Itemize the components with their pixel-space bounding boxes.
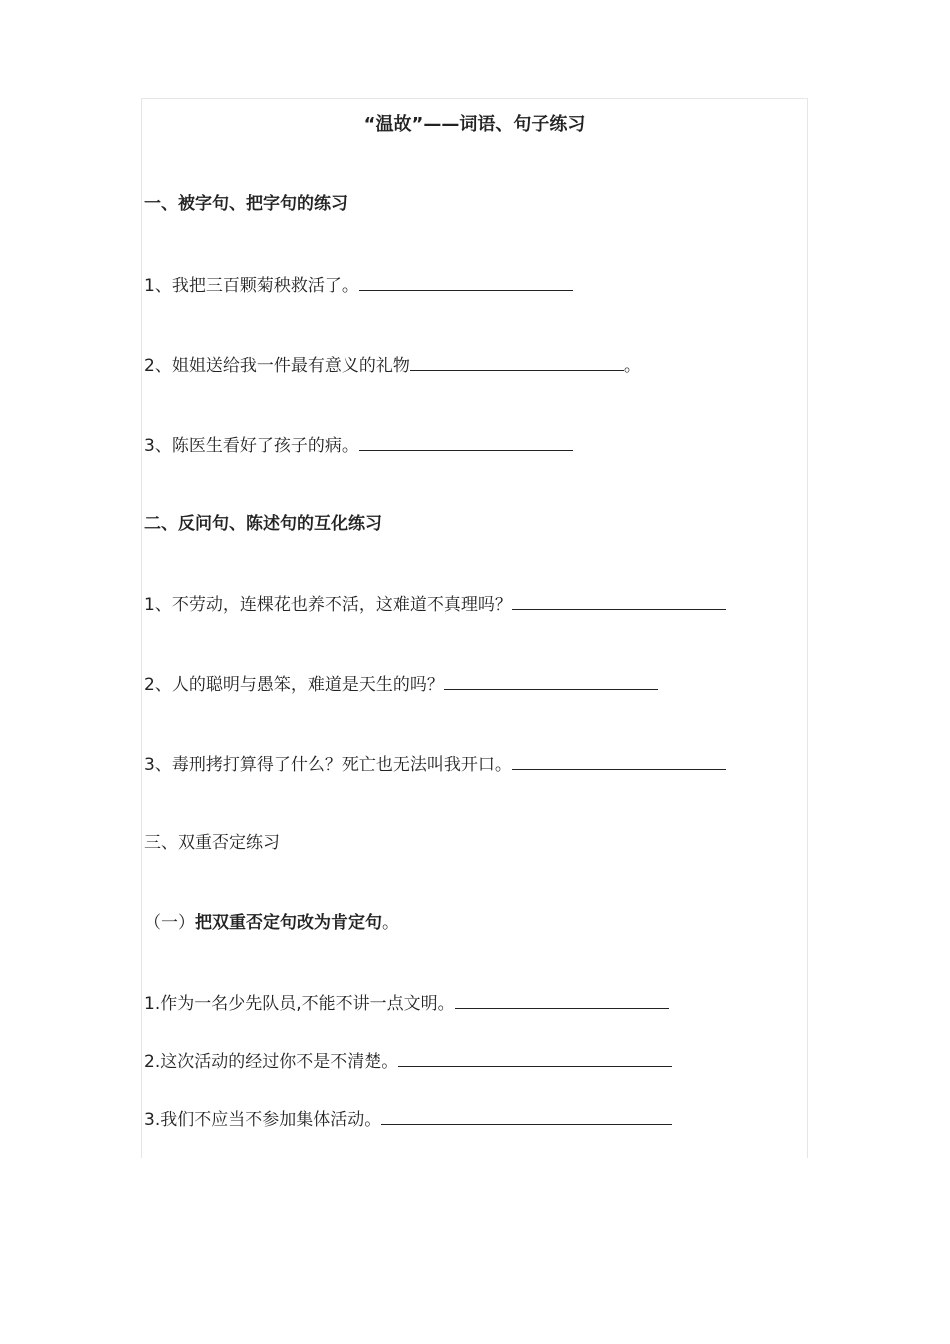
section-2-heading: 二、反问句、陈述句的互化练习 <box>144 514 382 534</box>
exercise-text: 2、人的聪明与愚笨，难道是天生的吗？ <box>144 675 444 695</box>
answer-blank[interactable] <box>381 1106 672 1125</box>
exercise-2-3 <box>144 751 726 777</box>
answer-blank[interactable] <box>398 1048 672 1067</box>
exercise-1-3 <box>144 432 573 458</box>
section-1-heading: 一、被字句、把字句的练习 <box>144 194 348 214</box>
exercise-text: 2、姐姐送给我一件最有意义的礼物 <box>144 356 410 376</box>
exercise-text: 1、我把三百颗菊秧救活了。 <box>144 276 359 296</box>
exercise-2-1 <box>144 591 726 617</box>
exercise-text: 2.这次活动的经过你不是不清楚。 <box>144 1052 399 1072</box>
subheading-prefix: （一） <box>144 913 195 933</box>
section-3-subheading <box>144 911 399 935</box>
exercise-2-2 <box>144 671 658 697</box>
exercise-text: 3、毒刑拷打算得了什么？死亡也无法叫我开口。 <box>144 755 512 775</box>
section-3-heading: 三、双重否定练习 <box>144 833 280 853</box>
answer-blank[interactable] <box>359 272 573 291</box>
exercise-text: 1、不劳动，连棵花也养不活，这难道不真理吗？ <box>144 595 512 615</box>
answer-blank[interactable] <box>512 751 726 770</box>
exercise-3-1 <box>144 990 669 1016</box>
exercise-suffix: 。 <box>623 356 641 376</box>
subheading-text: 把双重否定句改为肯定句 <box>195 913 382 933</box>
exercise-text: 3、陈医生看好了孩子的病。 <box>144 436 359 456</box>
exercise-3-2 <box>144 1048 672 1074</box>
exercise-text: 3.我们不应当不参加集体活动。 <box>144 1110 382 1130</box>
answer-blank[interactable] <box>512 591 726 610</box>
page-title: “温故”——词语、句子练习 <box>363 114 586 135</box>
answer-blank[interactable] <box>444 671 658 690</box>
exercise-text: 1.作为一名少先队员,不能不讲一点文明。 <box>144 994 455 1014</box>
answer-blank[interactable] <box>455 990 669 1009</box>
exercise-1-1 <box>144 272 573 298</box>
subheading-suffix: 。 <box>382 913 399 933</box>
answer-blank[interactable] <box>359 432 573 451</box>
exercise-1-2 <box>144 352 641 378</box>
answer-blank[interactable] <box>410 352 624 371</box>
exercise-3-3 <box>144 1106 672 1132</box>
